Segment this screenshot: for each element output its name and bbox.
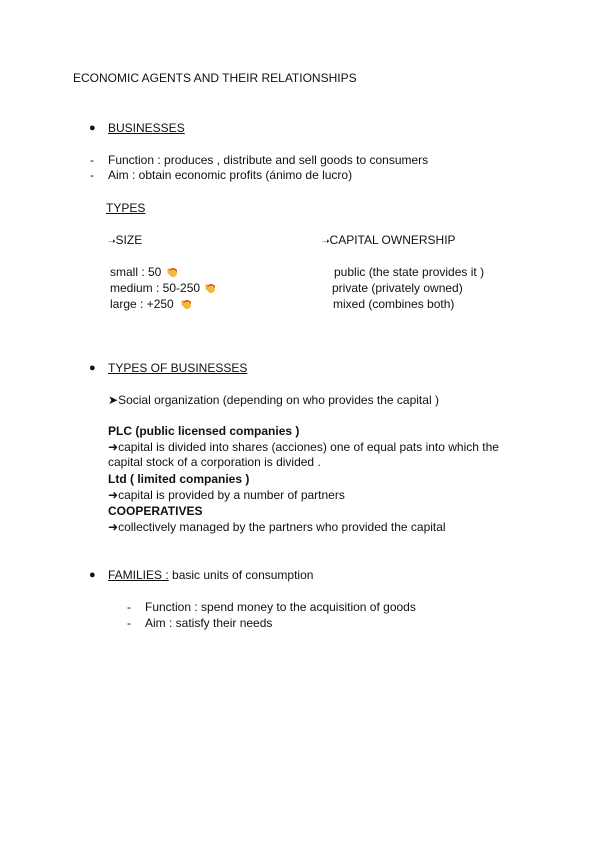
size-item: small : 50 <box>110 265 179 280</box>
arrow-icon: ➜ <box>108 488 119 502</box>
plc-heading: PLC (public licensed companies ) <box>108 424 300 438</box>
dash-marker: - <box>90 168 94 182</box>
bullet-icon: ● <box>89 362 96 374</box>
arrowhead-icon: ➤ <box>108 393 119 407</box>
small-arrow-icon: ➝ <box>322 236 330 246</box>
businesses-function: Function : produces , distribute and sell goods to consumers <box>108 153 429 167</box>
size-item: medium : 50-250 <box>110 281 217 296</box>
bullet-icon: ● <box>89 569 96 581</box>
dash-marker: - <box>90 153 94 167</box>
dash-marker: - <box>127 616 131 630</box>
bullet-icon: ● <box>89 122 96 134</box>
families-function: Function : spend money to the acquisition of goods <box>145 600 416 614</box>
families-aim: Aim : satisfy their needs <box>145 616 273 630</box>
types-heading: TYPES <box>106 201 146 215</box>
social-organization: ➤Social organization (depending on who provides the capital ) <box>108 393 439 407</box>
capital-ownership-heading: ➝CAPITAL OWNERSHIP <box>322 233 456 247</box>
ltd-description: ➜capital is provided by a number of partners <box>108 488 345 502</box>
person-raising-hand-icon <box>167 266 179 278</box>
person-raising-hand-icon <box>181 298 193 310</box>
page-title: ECONOMIC AGENTS AND THEIR RELATIONSHIPS <box>73 71 357 85</box>
families-line <box>108 568 313 583</box>
ltd-heading: Ltd ( limited companies ) <box>108 472 250 486</box>
businesses-heading: BUSINESSES <box>108 121 185 135</box>
small-arrow-icon: ➝ <box>108 236 116 246</box>
plc-description: ➜capital is divided into shares (acciones) one of equal pats into which the capital stock of a corporation is divided . <box>108 440 499 469</box>
person-raising-hand-icon <box>205 282 217 294</box>
cooperatives-description: ➜collectively managed by the partners who provided the capital <box>108 520 446 534</box>
capital-ownership-item: public (the state provides it ) <box>334 265 485 279</box>
capital-ownership-item: mixed (combines both) <box>333 297 455 311</box>
capital-ownership-item: private (privately owned) <box>332 281 463 295</box>
size-item: large : +250 <box>110 297 193 312</box>
arrow-icon: ➜ <box>108 520 119 534</box>
cooperatives-heading: COOPERATIVES <box>108 504 203 518</box>
families-description: basic units of consumption <box>172 568 314 582</box>
size-heading: ➝SIZE <box>108 233 143 247</box>
businesses-aim: Aim : obtain economic profits (ánimo de lucro) <box>108 168 353 182</box>
arrow-icon: ➜ <box>108 440 119 454</box>
types-of-businesses-heading: TYPES OF BUSINESSES <box>108 361 248 375</box>
dash-marker: - <box>127 600 131 614</box>
families-heading: FAMILIES : <box>108 568 169 582</box>
